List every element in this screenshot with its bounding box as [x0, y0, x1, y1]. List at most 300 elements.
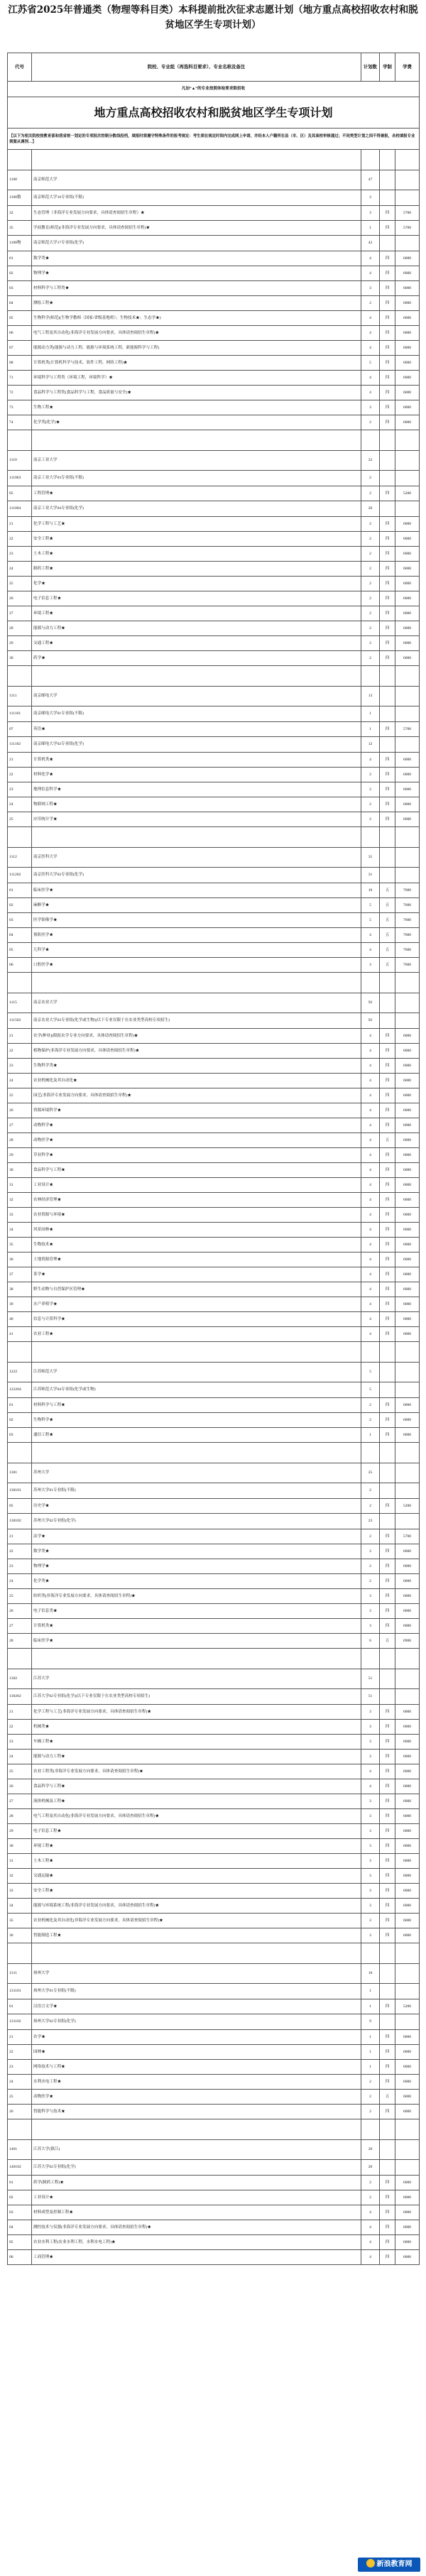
plan-cell: 51: [361, 1689, 380, 1705]
length-cell: 四: [380, 1163, 395, 1178]
length-cell: [380, 737, 395, 753]
code-cell: 27: [8, 1118, 32, 1133]
name-cell: 化学类★: [32, 1574, 361, 1589]
major-row: [8, 2220, 420, 2235]
empty-cell: [361, 666, 380, 687]
length-cell: 五: [380, 928, 395, 943]
empty-cell: [380, 150, 395, 170]
empty-cell: [361, 1943, 380, 1964]
name-cell: 电气工程及其自动化(非海洋专业发展方向要求，具体请查阅招生章程)★: [32, 326, 361, 341]
code-cell: 23: [8, 1559, 32, 1574]
university-row: [8, 2140, 420, 2160]
code-cell: 28: [8, 1133, 32, 1148]
plan-cell: 4: [361, 1178, 380, 1193]
major-row: [8, 1499, 420, 1514]
group-row: [8, 2014, 420, 2030]
length-cell: 五: [380, 1634, 395, 1649]
empty-cell: [8, 1342, 32, 1363]
plan-cell: 13: [361, 687, 380, 706]
code-cell: 25: [8, 577, 32, 591]
fee-cell: 6000: [395, 591, 420, 606]
header-name: 院校、专业组（再选科目要求）、专业名称及备注: [32, 53, 361, 82]
major-row: [8, 1103, 420, 1118]
plan-cell: 4: [361, 2235, 380, 2250]
code-cell: 03: [8, 1428, 32, 1443]
major-row: [8, 2235, 420, 2250]
plan-cell: 4: [361, 2205, 380, 2220]
code-cell: 34: [8, 1223, 32, 1238]
plan-cell: 2: [361, 2176, 380, 2190]
major-row: [8, 1809, 420, 1824]
code-cell: 122204: [8, 1382, 32, 1398]
name-cell: 动物医学★: [32, 1133, 361, 1148]
length-cell: 四: [380, 1148, 395, 1163]
code-cell: 23: [8, 2060, 32, 2075]
fee-cell: 6000: [395, 1223, 420, 1238]
fee-cell: 6000: [395, 1544, 420, 1559]
code-cell: 41: [8, 1327, 32, 1342]
fee-cell: [395, 868, 420, 883]
plan-cell: 4: [361, 1044, 380, 1059]
length-cell: 四: [380, 1428, 395, 1443]
name-cell: 草业科学★: [32, 1148, 361, 1163]
name-cell: 农业水利工程(农业水利工程，水利水电工程)★: [32, 2235, 361, 2250]
length-cell: 五: [380, 958, 395, 973]
length-cell: 四: [380, 371, 395, 386]
plan-cell: 5: [361, 898, 380, 913]
name-cell: 材料科学与工程类★: [32, 281, 361, 296]
group-row: [8, 706, 420, 722]
code-cell: 05: [8, 2235, 32, 2250]
major-row: [8, 1029, 420, 1044]
plan-cell: 2: [361, 547, 380, 562]
fee-cell: 6000: [395, 2060, 420, 2075]
code-cell: 02: [8, 898, 32, 913]
spacer-row: [8, 2119, 420, 2140]
fee-cell: 6000: [395, 562, 420, 577]
major-row: [8, 913, 420, 928]
fee-cell: 6000: [395, 311, 420, 326]
empty-cell: [380, 1443, 395, 1463]
code-cell: 111004: [8, 501, 32, 517]
fee-cell: 6000: [395, 2205, 420, 2220]
name-cell: 智能科学与技术★: [32, 2105, 361, 2119]
name-cell: 苏州大学01专业组(不限): [32, 1483, 361, 1499]
fee-cell: 6000: [395, 1118, 420, 1133]
major-row: [8, 1884, 420, 1899]
name-cell: 通信工程★: [32, 1428, 361, 1443]
code-cell: 111202: [8, 868, 32, 883]
fee-cell: 6000: [395, 1574, 420, 1589]
empty-cell: [361, 2119, 380, 2140]
name-cell: 药学(制药工程)★: [32, 2176, 361, 2190]
fee-cell: 6000: [395, 1899, 420, 1914]
code-cell: 25: [8, 2090, 32, 2105]
plan-cell: 2: [361, 1499, 380, 1514]
major-row: [8, 753, 420, 768]
major-row: [8, 1312, 420, 1327]
plan-cell: 4: [361, 1282, 380, 1297]
plan-cell: 2: [361, 621, 380, 636]
plan-cell: 2: [361, 651, 380, 666]
name-cell: 安全工程★: [32, 1884, 361, 1899]
length-cell: 四: [380, 281, 395, 296]
major-row: [8, 1398, 420, 1413]
name-cell: 南京邮电大学02专业组(化学): [32, 737, 361, 753]
fee-cell: 6000: [395, 2190, 420, 2205]
fee-cell: 6000: [395, 1238, 420, 1252]
plan-cell: 6: [361, 1634, 380, 1649]
code-cell: 35: [8, 221, 32, 236]
length-cell: 四: [380, 1589, 395, 1604]
name-cell: 法学★: [32, 1529, 361, 1544]
fee-cell: 6000: [395, 1914, 420, 1928]
major-row: [8, 1928, 420, 1943]
name-cell: 动物科学★: [32, 1118, 361, 1133]
fee-cell: 6000: [395, 2235, 420, 2250]
plan-cell: 22: [361, 451, 380, 471]
plan-cell: 1: [361, 722, 380, 737]
university-row: [8, 451, 420, 471]
name-cell: 物理学★: [32, 266, 361, 281]
major-row: [8, 812, 420, 827]
name-cell: 农业资源与环境★: [32, 1208, 361, 1223]
major-row: [8, 532, 420, 547]
major-row: [8, 517, 420, 532]
name-cell: 农学(种业)(限报农学专业方向要求，具体请查阅招生章程)★: [32, 1029, 361, 1044]
code-cell: 21: [8, 517, 32, 532]
plan-cell: 4: [361, 1103, 380, 1118]
plan-cell: 3: [361, 1899, 380, 1914]
plan-cell: 5: [361, 913, 380, 928]
length-cell: 四: [380, 2190, 395, 2205]
major-row: [8, 1544, 420, 1559]
fee-cell: 6000: [395, 782, 420, 797]
name-cell: 江苏大学(镇江): [32, 2140, 361, 2160]
empty-cell: [361, 827, 380, 848]
name-cell: 工程管理★: [32, 486, 361, 501]
length-cell: 四: [380, 266, 395, 281]
code-cell: 25: [8, 812, 32, 827]
plan-cell: 4: [361, 943, 380, 958]
fee-cell: 6000: [395, 1103, 420, 1118]
plan-cell: 3: [361, 1794, 380, 1809]
plan-cell: 4: [361, 1223, 380, 1238]
fee-cell: 6000: [395, 1854, 420, 1869]
length-cell: 四: [380, 415, 395, 430]
fee-cell: 6000: [395, 1750, 420, 1764]
major-row: [8, 898, 420, 913]
fee-cell: [395, 1514, 420, 1529]
major-row: [8, 958, 420, 973]
fee-cell: 6000: [395, 1619, 420, 1634]
code-cell: 05: [8, 311, 32, 326]
name-cell: 南京师范大学: [32, 170, 361, 190]
name-cell: 英语★: [32, 722, 361, 737]
major-row: [8, 2045, 420, 2060]
name-cell: 园林★: [32, 2045, 361, 2060]
spacer-row: [8, 973, 420, 993]
name-cell: 智能制造工程★: [32, 1928, 361, 1943]
name-cell: 环境工程★: [32, 1839, 361, 1854]
major-row: [8, 400, 420, 415]
length-cell: 四: [380, 2176, 395, 2190]
code-cell: 25: [8, 1088, 32, 1103]
code-cell: 21: [8, 753, 32, 768]
fee-cell: 6000: [395, 2090, 420, 2105]
plan-cell: 4: [361, 311, 380, 326]
plan-cell: 20: [361, 2160, 380, 2176]
fee-cell: 6000: [395, 1604, 420, 1619]
name-cell: 生物科学类★: [32, 1059, 361, 1074]
code-cell: 01: [8, 251, 32, 266]
name-cell: 农学★: [32, 2030, 361, 2045]
empty-cell: [361, 1443, 380, 1463]
name-cell: 生物科学★: [32, 1413, 361, 1428]
code-cell: 1110: [8, 451, 32, 471]
name-cell: 生物工程★: [32, 400, 361, 415]
length-cell: 四: [380, 386, 395, 400]
length-cell: 四: [380, 1839, 395, 1854]
code-cell: 01: [8, 1398, 32, 1413]
fee-cell: 6000: [395, 532, 420, 547]
fee-cell: 6000: [395, 1133, 420, 1148]
fee-cell: 6000: [395, 1884, 420, 1899]
fee-cell: [395, 2160, 420, 2176]
major-row: [8, 371, 420, 386]
code-cell: 130102: [8, 1514, 32, 1529]
name-cell: 能源动力类(能源与动力工程，能源与环境系统工程，新能源科学与工程): [32, 341, 361, 356]
length-cell: 四: [380, 1044, 395, 1059]
code-cell: 1108数: [8, 190, 32, 206]
name-cell: 南京师范大学17专业组(化学): [32, 236, 361, 251]
group-row: [8, 1013, 420, 1029]
name-cell: 南京医科大学02专业组(化学): [32, 868, 361, 883]
major-row: [8, 651, 420, 666]
length-cell: 四: [380, 1928, 395, 1943]
major-row: [8, 547, 420, 562]
code-cell: 26: [8, 1779, 32, 1794]
plan-cell: 3: [361, 190, 380, 206]
name-cell: 化学工程与工艺★: [32, 517, 361, 532]
code-cell: 30: [8, 1163, 32, 1178]
empty-cell: [395, 430, 420, 451]
fee-cell: 6000: [395, 281, 420, 296]
major-row: [8, 1634, 420, 1649]
length-cell: 四: [380, 2250, 395, 2265]
length-cell: 四: [380, 400, 395, 415]
code-cell: 26: [8, 591, 32, 606]
fee-cell: 6000: [395, 517, 420, 532]
code-cell: 27: [8, 1619, 32, 1634]
major-row: [8, 591, 420, 606]
empty-cell: [32, 2119, 361, 2140]
fee-cell: 6000: [395, 812, 420, 827]
name-cell: 野生动物与自然保护区管理★: [32, 1282, 361, 1297]
length-cell: 四: [380, 251, 395, 266]
name-cell: 资源环境科学★: [32, 1103, 361, 1118]
fee-cell: [395, 1013, 420, 1029]
name-cell: 农林经济管理★: [32, 1193, 361, 1208]
plan-cell: 3: [361, 1824, 380, 1839]
plan-cell: 4: [361, 1764, 380, 1779]
university-row: [8, 1669, 420, 1689]
code-cell: 25: [8, 1589, 32, 1604]
code-cell: 02: [8, 266, 32, 281]
code-cell: 23: [8, 1059, 32, 1074]
code-cell: 01: [8, 883, 32, 898]
code-cell: 04: [8, 2220, 32, 2235]
name-cell: 数学类★: [32, 1544, 361, 1559]
fee-cell: 6000: [395, 547, 420, 562]
header-fee: 学费: [395, 53, 420, 82]
header-code: 代号: [8, 53, 32, 82]
empty-cell: [8, 1443, 32, 1463]
length-cell: [380, 1669, 395, 1689]
plan-cell: 2: [361, 517, 380, 532]
plan-cell: 31: [361, 848, 380, 868]
empty-cell: [361, 1342, 380, 1363]
fee-cell: 6000: [395, 1928, 420, 1943]
plan-cell: 2: [361, 1529, 380, 1544]
empty-cell: [32, 430, 361, 451]
plan-cell: 3: [361, 1619, 380, 1634]
group-row: [8, 190, 420, 206]
code-cell: 05: [8, 943, 32, 958]
code-cell: 29: [8, 636, 32, 651]
fee-cell: [395, 2140, 420, 2160]
name-cell: 扬州大学01专业组(不限): [32, 1984, 361, 1999]
empty-cell: [395, 2119, 420, 2140]
name-cell: 麻醉学★: [32, 898, 361, 913]
code-cell: 32: [8, 1193, 32, 1208]
major-row: [8, 1267, 420, 1282]
length-cell: 四: [380, 1899, 395, 1914]
spacer-row: [8, 827, 420, 848]
plan-cell: 3: [361, 1604, 380, 1619]
name-cell: 水利水电工程★: [32, 2075, 361, 2090]
length-cell: 四: [380, 1764, 395, 1779]
fee-cell: 6000: [395, 296, 420, 311]
length-cell: 四: [380, 782, 395, 797]
logo-icon: [366, 2559, 375, 2567]
major-row: [8, 2190, 420, 2205]
code-cell: 130202: [8, 1689, 32, 1705]
code-cell: 08: [8, 356, 32, 371]
code-cell: 23: [8, 547, 32, 562]
plan-cell: 2: [361, 782, 380, 797]
empty-cell: [380, 430, 395, 451]
empty-cell: [395, 1649, 420, 1669]
major-row: [8, 1193, 420, 1208]
empty-cell: [380, 2119, 395, 2140]
plan-cell: 4: [361, 2250, 380, 2265]
group-row: [8, 1689, 420, 1705]
length-cell: 四: [380, 1193, 395, 1208]
plan-cell: 4: [361, 1118, 380, 1133]
fee-cell: 5200: [395, 1999, 420, 2014]
plan-cell: 3: [361, 1869, 380, 1884]
plan-cell: 3: [361, 1750, 380, 1764]
code-cell: 06: [8, 2250, 32, 2265]
major-row: [8, 1529, 420, 1544]
length-cell: 四: [380, 1544, 395, 1559]
name-cell: 交通工程★: [32, 636, 361, 651]
plan-table: [7, 53, 420, 2265]
group-row: [8, 236, 420, 251]
name-cell: 口腔医学★: [32, 958, 361, 973]
length-cell: 四: [380, 768, 395, 782]
length-cell: 四: [380, 1059, 395, 1074]
major-row: [8, 883, 420, 898]
plan-cell: 20: [361, 501, 380, 517]
name-cell: 地理信息科学★: [32, 782, 361, 797]
length-cell: 四: [380, 1297, 395, 1312]
length-cell: 四: [380, 1327, 395, 1342]
name-cell: 农业机械化及其自动化(非海洋专业发展方向要求，具体请查阅招生章程)★: [32, 1914, 361, 1928]
length-cell: [380, 2014, 395, 2030]
fee-cell: 7600: [395, 898, 420, 913]
code-cell: 35: [8, 1914, 32, 1928]
plan-cell: 3: [361, 206, 380, 221]
code-cell: 27: [8, 1794, 32, 1809]
section-title: 地方重点高校招收农村和脱贫地区学生专项计划: [8, 97, 420, 129]
fee-cell: 6000: [395, 2105, 420, 2119]
code-cell: 22: [8, 2045, 32, 2060]
plan-cell: 2: [361, 532, 380, 547]
fee-cell: 6000: [395, 768, 420, 782]
empty-cell: [32, 1649, 361, 1669]
group-row: [8, 2160, 420, 2176]
section-title-row: [8, 97, 420, 129]
name-cell: 物联网工程★: [32, 797, 361, 812]
code-cell: 1311: [8, 1964, 32, 1984]
name-cell: 食品科学与工程类(食品科学与工程，食品质量与安全)★: [32, 386, 361, 400]
length-cell: 四: [380, 1252, 395, 1267]
fee-cell: 6000: [395, 797, 420, 812]
plan-cell: 23: [361, 1514, 380, 1529]
length-cell: 四: [380, 1074, 395, 1088]
major-row: [8, 1208, 420, 1223]
fee-cell: 6000: [395, 577, 420, 591]
fee-cell: [395, 1363, 420, 1382]
length-cell: 四: [380, 311, 395, 326]
fee-cell: 6000: [395, 1428, 420, 1443]
plan-cell: 4: [361, 1312, 380, 1327]
university-row: [8, 848, 420, 868]
fee-cell: 7600: [395, 883, 420, 898]
length-cell: 四: [380, 2105, 395, 2119]
plan-cell: 92: [361, 993, 380, 1013]
plan-cell: 2: [361, 1483, 380, 1499]
length-cell: 五: [380, 943, 395, 958]
name-cell: 土木工程★: [32, 547, 361, 562]
empty-cell: [32, 666, 361, 687]
empty-cell: [361, 430, 380, 451]
length-cell: [380, 1689, 395, 1705]
code-cell: 24: [8, 797, 32, 812]
plan-cell: 2: [361, 768, 380, 782]
length-cell: 四: [380, 1604, 395, 1619]
name-cell: 汉语言文学★: [32, 1999, 361, 2014]
fee-cell: [395, 236, 420, 251]
plan-cell: 43: [361, 236, 380, 251]
length-cell: 四: [380, 722, 395, 737]
code-cell: 71: [8, 371, 32, 386]
document-title: 江苏省2025年普通类（物理等科目类）本科提前批次征求志愿计划（地方重点高校招收农村和脱贫地区学生专项计划）: [8, 4, 418, 31]
code-cell: 21: [8, 1705, 32, 1720]
code-cell: 40: [8, 1312, 32, 1327]
